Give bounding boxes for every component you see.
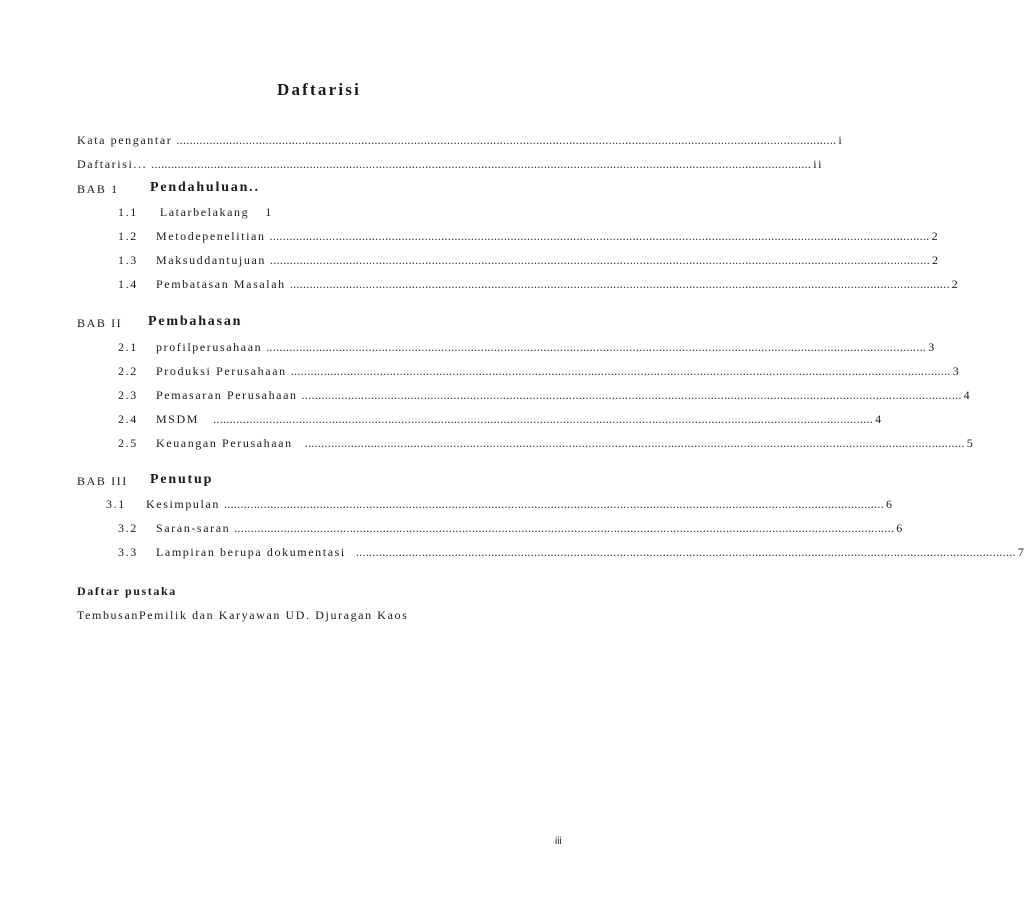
leader-dots: ........................................................................................................................................................................................................ bbox=[266, 340, 927, 354]
toc-entry-3-3 bbox=[118, 545, 1025, 560]
toc-entry-number: 1.1 bbox=[118, 205, 138, 219]
toc-entry-number: 2.1 bbox=[118, 340, 138, 354]
daftar-pustaka-heading: Daftar pustaka bbox=[77, 584, 177, 598]
toc-entry-3-2 bbox=[118, 521, 904, 536]
toc-entry-number: 2.4 bbox=[118, 412, 138, 426]
toc-entry-page: i bbox=[838, 133, 844, 147]
toc-entry-label: Keuangan Perusahaan bbox=[156, 436, 293, 450]
chapter-title: Penutup bbox=[150, 472, 214, 487]
toc-entry-page: 5 bbox=[966, 436, 975, 450]
toc-entry-2-5 bbox=[118, 436, 975, 451]
toc-entry-1-1 bbox=[118, 205, 273, 220]
toc-entry-number: 1.3 bbox=[118, 253, 138, 267]
toc-entry-page: ii bbox=[813, 157, 824, 171]
leader-dots: ........................................................................................................................................................................................................ bbox=[290, 364, 951, 378]
toc-entry-label: Kata pengantar bbox=[77, 133, 173, 147]
toc-entry-label: Produksi Perusahaan bbox=[156, 364, 287, 378]
toc-entry-2-3 bbox=[118, 388, 972, 403]
chapter-title: Pembahasan bbox=[148, 314, 243, 329]
toc-entry-label: Pemasaran Perusahaan bbox=[156, 388, 298, 402]
toc-entry-page: 3 bbox=[952, 364, 961, 378]
toc-entry-label: Saran-saran bbox=[156, 521, 231, 535]
leader-dots: ........................................................................................................................................................................................................ bbox=[224, 497, 884, 511]
toc-entry-page: 2 bbox=[951, 277, 960, 291]
leader-dots: ........................................................................................................................................................................................................ bbox=[176, 133, 837, 147]
toc-entry-2-1 bbox=[118, 340, 936, 355]
toc-entry-number: 1.2 bbox=[118, 229, 138, 243]
toc-entry-label: Pembatasan Masalah bbox=[156, 277, 286, 291]
toc-entry-2-2 bbox=[118, 364, 961, 379]
toc-entry-page: 2 bbox=[931, 229, 940, 243]
leader-dots: ........................................................................................................................................................................................................ bbox=[270, 253, 930, 267]
toc-entry-number: 2.2 bbox=[118, 364, 138, 378]
toc-entry-number: 2.5 bbox=[118, 436, 138, 450]
toc-entry-label: Lampiran berupa dokumentasi bbox=[156, 545, 346, 559]
chapter-label: BAB III bbox=[77, 474, 128, 488]
toc-entry-1-4 bbox=[118, 277, 960, 292]
toc-entry-page: 6 bbox=[886, 497, 894, 511]
toc-entry-1-3 bbox=[118, 253, 940, 268]
toc-entry-kata-pengantar bbox=[77, 133, 844, 148]
leader-dots: ........................................................................................................................................................................................................ bbox=[234, 521, 895, 535]
chapter-label: BAB 1 bbox=[77, 182, 119, 196]
toc-entry-page: 1 bbox=[265, 205, 273, 219]
leader-dots: ........................................................................................................................................................................................................ bbox=[301, 388, 962, 402]
toc-entry-number: 1.4 bbox=[118, 277, 138, 291]
toc-entry-page: 6 bbox=[896, 521, 904, 535]
leader-dots: ........................................................................................................................................................................................................ bbox=[269, 229, 930, 243]
toc-entry-label: MSDM bbox=[156, 412, 200, 426]
toc-entry-label: profilperusahaan bbox=[156, 340, 263, 354]
toc-entry-number: 3.2 bbox=[118, 521, 138, 535]
toc-entry-label: Metodepenelitian bbox=[156, 229, 266, 243]
toc-entry-label: Maksuddantujuan bbox=[156, 253, 266, 267]
toc-entry-page: 4 bbox=[963, 388, 972, 402]
toc-entry-page: 2 bbox=[932, 253, 940, 267]
chapter-label: BAB II bbox=[77, 316, 123, 330]
toc-entry-1-2 bbox=[118, 229, 940, 244]
page-title: Daftarisi bbox=[276, 80, 361, 99]
chapter-title: Pendahuluan.. bbox=[150, 180, 260, 195]
leader-dots: ........................................................................................................................................................................................................ bbox=[289, 277, 950, 291]
leader-dots: ........................................................................................................................................................................................................ bbox=[213, 412, 874, 426]
toc-entry-page: 4 bbox=[875, 412, 883, 426]
leader-dots: ........................................................................................................................................................................................................ bbox=[304, 436, 965, 450]
toc-entry-label: Latarbelakang bbox=[159, 205, 250, 219]
toc-entry-label: Kesimpulan bbox=[146, 497, 220, 511]
toc-entry-page: 7 bbox=[1017, 545, 1025, 559]
leader-dots: ........................................................................................................................................................................................................ bbox=[151, 157, 812, 171]
page-number: iii bbox=[555, 836, 562, 847]
toc-entry-2-4 bbox=[118, 412, 883, 427]
toc-entry-daftarisi bbox=[77, 157, 824, 172]
tembusan-line: TembusanPemilik dan Karyawan UD. Djuragan Kaos bbox=[77, 608, 409, 622]
toc-entry-label: Daftarisi... bbox=[77, 157, 148, 171]
toc-entry-3-1 bbox=[106, 497, 894, 512]
toc-entry-number: 3.1 bbox=[106, 497, 126, 511]
leader-dots: ........................................................................................................................................................................................................ bbox=[355, 545, 1016, 559]
toc-entry-number: 2.3 bbox=[118, 388, 138, 402]
toc-entry-page: 3 bbox=[928, 340, 936, 354]
toc-entry-number: 3.3 bbox=[118, 545, 138, 559]
